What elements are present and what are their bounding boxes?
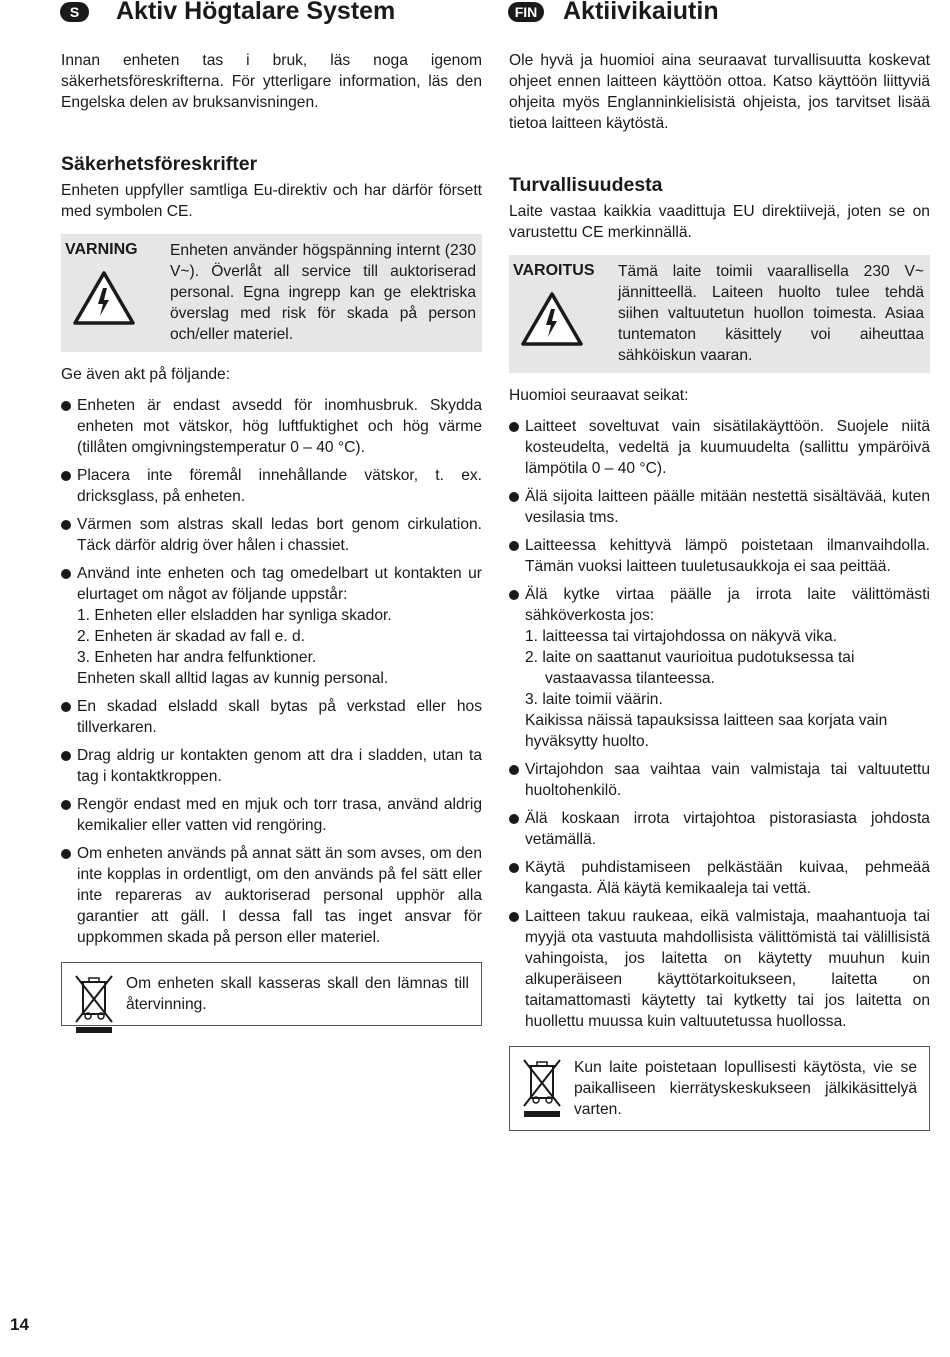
sub-item: 2. Enheten är skadad av fall e. d.: [77, 628, 305, 645]
sub-item: 1. Enheten eller elsladden har synliga skador.: [77, 607, 392, 624]
recycle-box: [509, 1046, 930, 1131]
swedish-heading: [61, 0, 482, 28]
bullet-icon: [61, 520, 71, 530]
bullet-icon: [61, 751, 71, 761]
swedish-warning-box: [61, 234, 482, 352]
bullet-icon: [61, 569, 71, 579]
high-voltage-warning-icon: [520, 291, 584, 347]
finnish-title: Aktiivikaiutin: [563, 0, 719, 25]
sub-item: 2. laite on saattanut vaurioitua pudotuksessa tai vastaavassa tilanteessa.: [525, 649, 855, 687]
bullet-icon: [509, 912, 519, 922]
recycle-text: Om enheten skall kasseras skall den lämnas till återvinning.: [126, 975, 469, 1013]
list-item: Älä koskaan irrota virtajohtoa pistorasiasta johdosta vetämällä.: [509, 808, 930, 850]
safety-bullet-list: [509, 416, 930, 1032]
note-lead: Ge även akt på följande:: [61, 366, 231, 383]
list-item: Älä sijoita laitteen päälle mitään nestettä sisältävää, kuten vesilasia tms.: [509, 486, 930, 528]
list-item: Laitteessa kehittyvä lämpö poistetaan ilmanvaihdolla. Tämän vuoksi laitteen tuuletusaukkoja ei saa peittää.: [509, 535, 930, 577]
bullet-icon: [509, 590, 519, 600]
note-lead: Huomioi seuraavat seikat:: [509, 387, 689, 404]
finnish-column: [509, 0, 930, 1131]
list-item: Laitteet soveltuvat vain sisätilakäyttöön. Suojele niitä kosteudelta, vedeltä ja kuumuudelta (sallittu ympäröivä lämpötila 0 – 40 °C).: [509, 416, 930, 479]
language-badge-s: S: [60, 2, 89, 22]
crossed-bin-icon: [522, 1056, 562, 1118]
high-voltage-warning-icon: [72, 270, 136, 326]
list-item: Placera inte föremål innehållande vätskor, t. ex. dricksglass, på enheten.: [61, 465, 482, 507]
recycle-box: [61, 962, 482, 1026]
list-item: En skadad elsladd skall bytas på verkstad eller hos tillverkaren.: [61, 696, 482, 738]
swedish-intro: Innan enheten tas i bruk, läs noga igenom säkerhetsföreskrifterna. För ytterligare information, läs den Engelska delen av bruksanvisningen.: [61, 52, 482, 111]
finnish-intro: Ole hyvä ja huomioi aina seuraavat turvallisuutta koskevat ohjeet ennen laitteen käyttöön ottoa. Katso käyttöön liittyviä ohjeita myös Englanninkielisistä ohjeista, jos tarvitset lisää tietoa laitteen käytöstä.: [509, 52, 930, 132]
bullet-icon: [61, 471, 71, 481]
bullet-icon: [509, 422, 519, 432]
warning-label: VAROITUS: [513, 262, 595, 279]
list-item: Virtajohdon saa vaihtaa vain valmistaja tai valtuutettu huoltohenkilö.: [509, 759, 930, 801]
crossed-bin-icon: [74, 972, 114, 1034]
bullet-icon: [509, 541, 519, 551]
sub-note: Enheten skall alltid lagas av kunnig personal.: [77, 670, 389, 687]
bullet-icon: [509, 492, 519, 502]
list-item: Om enheten används på annat sätt än som avses, om den inte kopplas in ordentligt, om den används på fel sätt eller inte repareras av auktoriserad personal upphör alla garantier att gäll. I dessa fall tas inget ansvar för uppkommen skada på person eller materiel.: [61, 843, 482, 948]
finnish-safety-title: Turvallisuudesta: [509, 174, 663, 196]
bullet-icon: [509, 814, 519, 824]
warning-text: Tämä laite toimii vaarallisella 230 V~ jännitteellä. Laiteen huolto tulee tehdä siihen valtuutetun huollon toimesta. Asiaa tuntematon käsittely voi aiheuttaa sähköiskun vaaran.: [618, 263, 924, 364]
list-item: Rengör endast med en mjuk och torr trasa, använd aldrig kemikalier eller vatten vid rengöring.: [61, 794, 482, 836]
list-item: Drag aldrig ur kontakten genom att dra i sladden, utan ta tag i kontaktkroppen.: [61, 745, 482, 787]
finnish-safety-text: Laite vastaa kaikkia vaadittuja EU direktiivejä, joten se on varustettu CE merkinnällä.: [509, 203, 930, 241]
bullet-icon: [61, 849, 71, 859]
language-badge-fin: FIN: [508, 2, 544, 22]
sub-item: 1. laitteessa tai virtajohdossa on näkyvä vika.: [525, 628, 838, 645]
sub-note: Kaikissa näissä tapauksissa laitteen saa korjata vain hyväksytty huolto.: [525, 712, 888, 750]
sub-item: 3. Enheten har andra felfunktioner.: [77, 649, 317, 666]
list-item: Käytä puhdistamiseen pelkästään kuivaa, pehmeää kangasta. Älä käytä kemikaaleja tai vettä.: [509, 857, 930, 899]
list-item: Enheten är endast avsedd för inomhusbruk. Skydda enheten mot vätskor, hög luftfuktighet och hög värme (tillåten omgivningstemperatur 0 – 40 °C).: [61, 395, 482, 458]
page-number: 14: [10, 1315, 29, 1334]
list-item: Älä kytke virtaa päälle ja irrota laite välittömästi sähköverkosta jos: 1. laitteessa tai virtajohdossa on näkyvä vika. 2. laite on saattanut vaurioitua pudotuksessa tai vastaavassa tilanteessa. 3. laite toimii väärin. Kaikissa näissä tapauksissa laitteen saa korjata vain hyväksytty huolto.: [509, 584, 930, 752]
warning-label: VARNING: [65, 241, 138, 258]
swedish-title: Aktiv Högtalare System: [116, 0, 396, 25]
list-item: Använd inte enheten och tag omedelbart ut kontakten ur elurtaget om något av följande uppstår: 1. Enheten eller elsladden har synliga skador. 2. Enheten är skadad av fall e. d. 3. Enheten har andra felfunktioner. Enheten skall alltid lagas av kunnig personal.: [61, 563, 482, 689]
bullet-icon: [61, 702, 71, 712]
swedish-safety-text: Enheten uppfyller samtliga Eu-direktiv och har därför försett med symbolen CE.: [61, 182, 482, 220]
bullet-icon: [509, 765, 519, 775]
list-item: Värmen som alstras skall ledas bort genom cirkulation. Täck därför aldrig över hålen i chassiet.: [61, 514, 482, 556]
warning-text: Enheten använder högspänning internt (230 V~). Överlåt all service till auktoriserad personal. Egna ingrepp kan ge elektriska överslag med risk för skada på person och/eller materiel.: [170, 242, 476, 343]
sub-item: 3. laite toimii väärin.: [525, 691, 663, 708]
finnish-warning-box: [509, 255, 930, 373]
bullet-icon: [61, 800, 71, 810]
finnish-heading: [509, 0, 930, 28]
list-item: Laitteen takuu raukeaa, eikä valmistaja, maahantuoja tai myyjä ota vastuuta mahdollisista välittömistä tai välillisistä vahingoista, jos laitetta on käytetty muuhun kuin alkuperäiseen käyttötarkoitukseen, laitetta on taitamattomasti käytetty tai kytketty tai jos laitetta on huollettu muussa kuin valtuutetussa huollossa.: [509, 906, 930, 1032]
swedish-column: [61, 0, 482, 1026]
bullet-icon: [61, 401, 71, 411]
safety-bullet-list: [61, 395, 482, 948]
recycle-text: Kun laite poistetaan lopullisesti käytösta, vie se paikalliseen kierrätyskeskukseen jälkikäsittelyä varten.: [574, 1059, 917, 1118]
bullet-icon: [509, 863, 519, 873]
swedish-safety-title: Säkerhetsföreskrifter: [61, 153, 258, 175]
